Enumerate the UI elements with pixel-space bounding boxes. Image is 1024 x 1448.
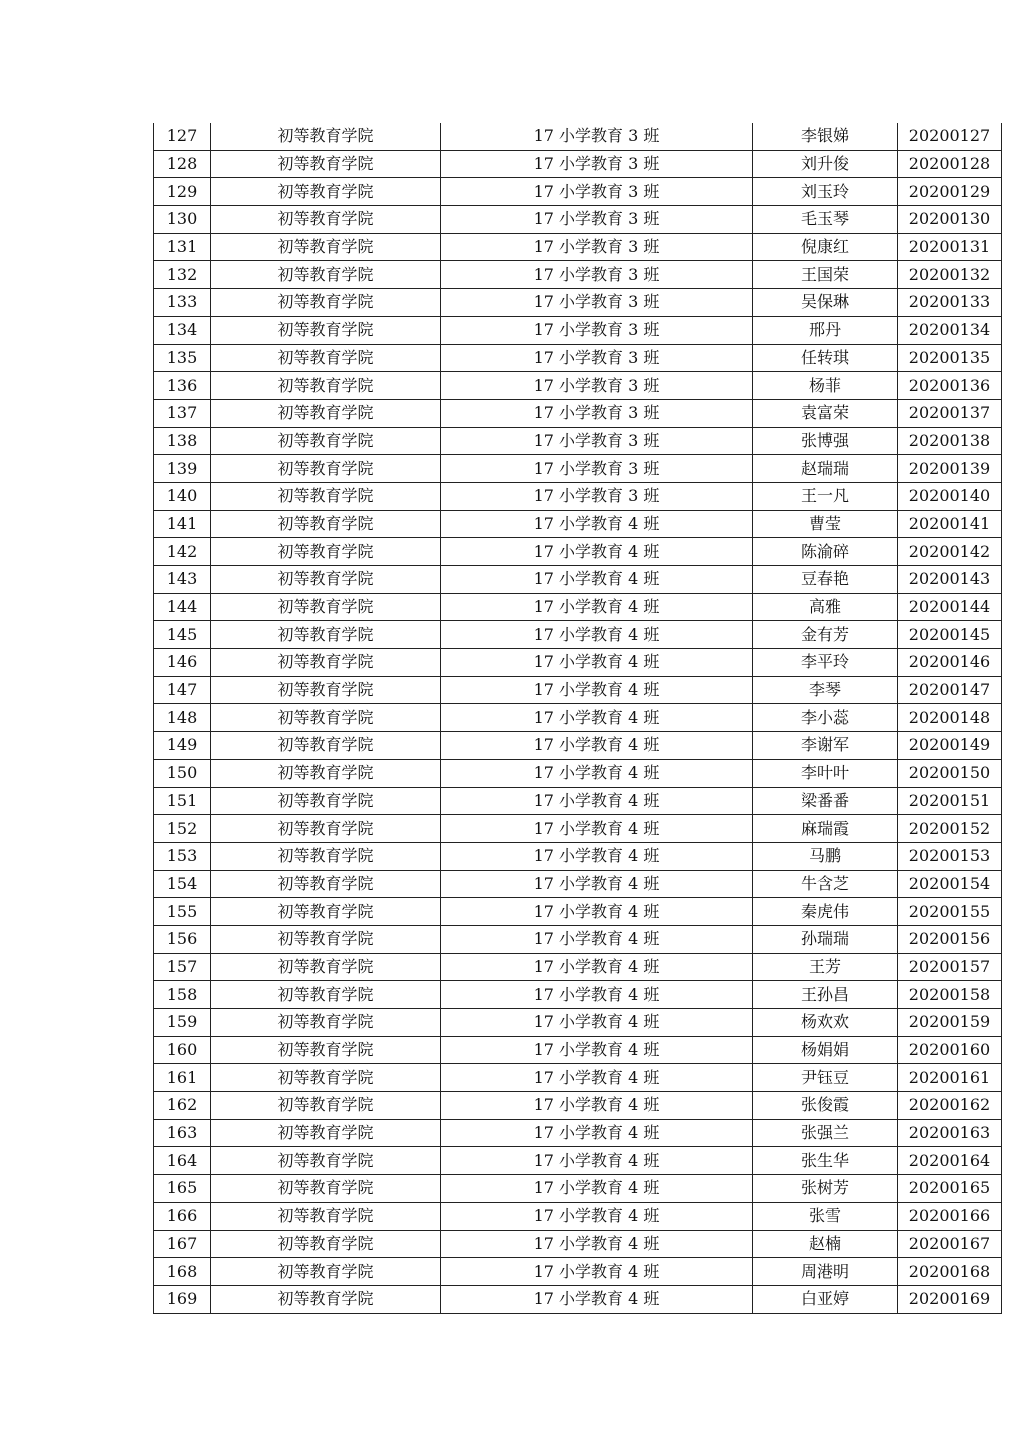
- class-cell: 17 小学教育 4 班: [441, 732, 753, 760]
- class-cell: 17 小学教育 4 班: [441, 1175, 753, 1203]
- row-number-cell: 151: [154, 787, 211, 815]
- row-number-cell: 145: [154, 621, 211, 649]
- table-row: [154, 1092, 1002, 1120]
- student-name-cell: 周港明: [753, 1258, 898, 1286]
- class-cell: 17 小学教育 4 班: [441, 704, 753, 732]
- student-name-cell: 毛玉琴: [753, 206, 898, 234]
- class-cell: 17 小学教育 4 班: [441, 815, 753, 843]
- college-cell: 初等教育学院: [211, 787, 441, 815]
- college-cell: 初等教育学院: [211, 1009, 441, 1037]
- student-name-cell: 豆春艳: [753, 566, 898, 594]
- college-cell: 初等教育学院: [211, 1036, 441, 1064]
- college-cell: 初等教育学院: [211, 150, 441, 178]
- student-name-cell: 李银娣: [753, 123, 898, 150]
- college-cell: 初等教育学院: [211, 372, 441, 400]
- student-name-cell: 邢丹: [753, 316, 898, 344]
- college-cell: 初等教育学院: [211, 1285, 441, 1313]
- student-name-cell: 倪康红: [753, 233, 898, 261]
- college-cell: 初等教育学院: [211, 1064, 441, 1092]
- student-name-cell: 秦虎伟: [753, 898, 898, 926]
- college-cell: 初等教育学院: [211, 344, 441, 372]
- student-id-cell: 20200139: [898, 455, 1002, 483]
- college-cell: 初等教育学院: [211, 732, 441, 760]
- table-row: [154, 676, 1002, 704]
- class-cell: 17 小学教育 3 班: [441, 316, 753, 344]
- student-id-cell: 20200134: [898, 316, 1002, 344]
- college-cell: 初等教育学院: [211, 759, 441, 787]
- table-row: [154, 123, 1002, 150]
- row-number-cell: 154: [154, 870, 211, 898]
- student-id-cell: 20200164: [898, 1147, 1002, 1175]
- class-cell: 17 小学教育 3 班: [441, 178, 753, 206]
- student-roster-table: [153, 123, 1002, 1314]
- student-name-cell: 王芳: [753, 953, 898, 981]
- table-row: [154, 732, 1002, 760]
- student-name-cell: 孙瑞瑞: [753, 925, 898, 953]
- row-number-cell: 163: [154, 1119, 211, 1147]
- college-cell: 初等教育学院: [211, 1092, 441, 1120]
- table-row: [154, 261, 1002, 289]
- student-name-cell: 李叶叶: [753, 759, 898, 787]
- table-row: [154, 953, 1002, 981]
- student-id-cell: 20200138: [898, 427, 1002, 455]
- student-name-cell: 赵瑞瑞: [753, 455, 898, 483]
- college-cell: 初等教育学院: [211, 676, 441, 704]
- table-row: [154, 787, 1002, 815]
- college-cell: 初等教育学院: [211, 233, 441, 261]
- student-name-cell: 白亚婷: [753, 1285, 898, 1313]
- row-number-cell: 157: [154, 953, 211, 981]
- class-cell: 17 小学教育 4 班: [441, 1202, 753, 1230]
- student-name-cell: 王孙昌: [753, 981, 898, 1009]
- table-row: [154, 593, 1002, 621]
- class-cell: 17 小学教育 4 班: [441, 510, 753, 538]
- row-number-cell: 146: [154, 649, 211, 677]
- college-cell: 初等教育学院: [211, 1147, 441, 1175]
- table-row: [154, 316, 1002, 344]
- student-id-cell: 20200127: [898, 123, 1002, 150]
- student-name-cell: 王国荣: [753, 261, 898, 289]
- class-cell: 17 小学教育 4 班: [441, 1230, 753, 1258]
- student-id-cell: 20200152: [898, 815, 1002, 843]
- class-cell: 17 小学教育 4 班: [441, 870, 753, 898]
- college-cell: 初等教育学院: [211, 178, 441, 206]
- student-id-cell: 20200148: [898, 704, 1002, 732]
- student-name-cell: 李小蕊: [753, 704, 898, 732]
- table-row: [154, 178, 1002, 206]
- table-row: [154, 566, 1002, 594]
- table-row: [154, 427, 1002, 455]
- student-name-cell: 杨娟娟: [753, 1036, 898, 1064]
- row-number-cell: 160: [154, 1036, 211, 1064]
- row-number-cell: 132: [154, 261, 211, 289]
- class-cell: 17 小学教育 4 班: [441, 621, 753, 649]
- row-number-cell: 155: [154, 898, 211, 926]
- class-cell: 17 小学教育 3 班: [441, 372, 753, 400]
- college-cell: 初等教育学院: [211, 1175, 441, 1203]
- student-name-cell: 袁富荣: [753, 399, 898, 427]
- class-cell: 17 小学教育 4 班: [441, 1258, 753, 1286]
- student-id-cell: 20200137: [898, 399, 1002, 427]
- student-name-cell: 张雪: [753, 1202, 898, 1230]
- student-name-cell: 王一凡: [753, 482, 898, 510]
- table-row: [154, 621, 1002, 649]
- student-name-cell: 张树芳: [753, 1175, 898, 1203]
- college-cell: 初等教育学院: [211, 925, 441, 953]
- student-id-cell: 20200163: [898, 1119, 1002, 1147]
- table-row: [154, 399, 1002, 427]
- student-id-cell: 20200165: [898, 1175, 1002, 1203]
- student-name-cell: 吴保琳: [753, 289, 898, 317]
- college-cell: 初等教育学院: [211, 1119, 441, 1147]
- row-number-cell: 144: [154, 593, 211, 621]
- student-name-cell: 刘升俊: [753, 150, 898, 178]
- row-number-cell: 161: [154, 1064, 211, 1092]
- class-cell: 17 小学教育 4 班: [441, 1147, 753, 1175]
- class-cell: 17 小学教育 4 班: [441, 593, 753, 621]
- class-cell: 17 小学教育 4 班: [441, 981, 753, 1009]
- class-cell: 17 小学教育 4 班: [441, 1119, 753, 1147]
- row-number-cell: 152: [154, 815, 211, 843]
- student-id-cell: 20200133: [898, 289, 1002, 317]
- student-name-cell: 张生华: [753, 1147, 898, 1175]
- row-number-cell: 139: [154, 455, 211, 483]
- row-number-cell: 142: [154, 538, 211, 566]
- row-number-cell: 159: [154, 1009, 211, 1037]
- class-cell: 17 小学教育 3 班: [441, 482, 753, 510]
- row-number-cell: 158: [154, 981, 211, 1009]
- table-row: [154, 925, 1002, 953]
- row-number-cell: 141: [154, 510, 211, 538]
- table-row: [154, 372, 1002, 400]
- class-cell: 17 小学教育 3 班: [441, 233, 753, 261]
- table-row: [154, 538, 1002, 566]
- row-number-cell: 147: [154, 676, 211, 704]
- row-number-cell: 168: [154, 1258, 211, 1286]
- student-id-cell: 20200156: [898, 925, 1002, 953]
- student-name-cell: 任转琪: [753, 344, 898, 372]
- college-cell: 初等教育学院: [211, 593, 441, 621]
- student-id-cell: 20200162: [898, 1092, 1002, 1120]
- college-cell: 初等教育学院: [211, 538, 441, 566]
- table-row: [154, 1119, 1002, 1147]
- student-id-cell: 20200144: [898, 593, 1002, 621]
- college-cell: 初等教育学院: [211, 842, 441, 870]
- student-id-cell: 20200131: [898, 233, 1002, 261]
- row-number-cell: 153: [154, 842, 211, 870]
- table-row: [154, 815, 1002, 843]
- student-name-cell: 张强兰: [753, 1119, 898, 1147]
- row-number-cell: 143: [154, 566, 211, 594]
- student-name-cell: 尹钰豆: [753, 1064, 898, 1092]
- row-number-cell: 169: [154, 1285, 211, 1313]
- student-name-cell: 麻瑞霞: [753, 815, 898, 843]
- table-row: [154, 1230, 1002, 1258]
- college-cell: 初等教育学院: [211, 123, 441, 150]
- student-name-cell: 梁番番: [753, 787, 898, 815]
- table-row: [154, 842, 1002, 870]
- college-cell: 初等教育学院: [211, 261, 441, 289]
- class-cell: 17 小学教育 4 班: [441, 538, 753, 566]
- class-cell: 17 小学教育 4 班: [441, 1036, 753, 1064]
- student-name-cell: 赵楠: [753, 1230, 898, 1258]
- student-name-cell: 杨欢欢: [753, 1009, 898, 1037]
- student-name-cell: 杨菲: [753, 372, 898, 400]
- student-id-cell: 20200149: [898, 732, 1002, 760]
- class-cell: 17 小学教育 3 班: [441, 289, 753, 317]
- table-row: [154, 704, 1002, 732]
- class-cell: 17 小学教育 3 班: [441, 344, 753, 372]
- row-number-cell: 165: [154, 1175, 211, 1203]
- class-cell: 17 小学教育 4 班: [441, 787, 753, 815]
- student-id-cell: 20200145: [898, 621, 1002, 649]
- class-cell: 17 小学教育 4 班: [441, 842, 753, 870]
- student-name-cell: 马鹏: [753, 842, 898, 870]
- table-row: [154, 510, 1002, 538]
- table-row: [154, 233, 1002, 261]
- student-id-cell: 20200168: [898, 1258, 1002, 1286]
- college-cell: 初等教育学院: [211, 649, 441, 677]
- student-id-cell: 20200154: [898, 870, 1002, 898]
- table-row: [154, 455, 1002, 483]
- table-row: [154, 1175, 1002, 1203]
- class-cell: 17 小学教育 4 班: [441, 925, 753, 953]
- table-row: [154, 1202, 1002, 1230]
- table-row: [154, 870, 1002, 898]
- student-name-cell: 金有芳: [753, 621, 898, 649]
- student-id-cell: 20200151: [898, 787, 1002, 815]
- student-name-cell: 李平玲: [753, 649, 898, 677]
- table-row: [154, 1009, 1002, 1037]
- student-id-cell: 20200143: [898, 566, 1002, 594]
- row-number-cell: 156: [154, 925, 211, 953]
- student-name-cell: 张俊霞: [753, 1092, 898, 1120]
- class-cell: 17 小学教育 3 班: [441, 123, 753, 150]
- class-cell: 17 小学教育 4 班: [441, 759, 753, 787]
- row-number-cell: 167: [154, 1230, 211, 1258]
- student-id-cell: 20200136: [898, 372, 1002, 400]
- class-cell: 17 小学教育 3 班: [441, 206, 753, 234]
- table-row: [154, 649, 1002, 677]
- row-number-cell: 134: [154, 316, 211, 344]
- row-number-cell: 140: [154, 482, 211, 510]
- row-number-cell: 166: [154, 1202, 211, 1230]
- student-id-cell: 20200155: [898, 898, 1002, 926]
- class-cell: 17 小学教育 4 班: [441, 676, 753, 704]
- student-name-cell: 李谢军: [753, 732, 898, 760]
- student-name-cell: 陈渝碎: [753, 538, 898, 566]
- row-number-cell: 164: [154, 1147, 211, 1175]
- table-row: [154, 289, 1002, 317]
- table-row: [154, 1258, 1002, 1286]
- class-cell: 17 小学教育 4 班: [441, 953, 753, 981]
- student-id-cell: 20200147: [898, 676, 1002, 704]
- college-cell: 初等教育学院: [211, 427, 441, 455]
- class-cell: 17 小学教育 4 班: [441, 649, 753, 677]
- row-number-cell: 133: [154, 289, 211, 317]
- college-cell: 初等教育学院: [211, 815, 441, 843]
- class-cell: 17 小学教育 4 班: [441, 898, 753, 926]
- student-id-cell: 20200153: [898, 842, 1002, 870]
- row-number-cell: 137: [154, 399, 211, 427]
- college-cell: 初等教育学院: [211, 1202, 441, 1230]
- table-row: [154, 344, 1002, 372]
- roster-body: [154, 123, 1002, 1313]
- row-number-cell: 149: [154, 732, 211, 760]
- class-cell: 17 小学教育 4 班: [441, 1285, 753, 1313]
- college-cell: 初等教育学院: [211, 1258, 441, 1286]
- student-id-cell: 20200132: [898, 261, 1002, 289]
- table-row: [154, 1147, 1002, 1175]
- student-id-cell: 20200146: [898, 649, 1002, 677]
- class-cell: 17 小学教育 3 班: [441, 455, 753, 483]
- student-id-cell: 20200158: [898, 981, 1002, 1009]
- table-row: [154, 1285, 1002, 1313]
- college-cell: 初等教育学院: [211, 455, 441, 483]
- class-cell: 17 小学教育 3 班: [441, 261, 753, 289]
- college-cell: 初等教育学院: [211, 566, 441, 594]
- student-id-cell: 20200141: [898, 510, 1002, 538]
- college-cell: 初等教育学院: [211, 621, 441, 649]
- row-number-cell: 148: [154, 704, 211, 732]
- table-row: [154, 759, 1002, 787]
- row-number-cell: 127: [154, 123, 211, 150]
- college-cell: 初等教育学院: [211, 482, 441, 510]
- table-row: [154, 482, 1002, 510]
- college-cell: 初等教育学院: [211, 953, 441, 981]
- college-cell: 初等教育学院: [211, 316, 441, 344]
- college-cell: 初等教育学院: [211, 981, 441, 1009]
- class-cell: 17 小学教育 3 班: [441, 427, 753, 455]
- student-name-cell: 牛含芝: [753, 870, 898, 898]
- class-cell: 17 小学教育 4 班: [441, 1064, 753, 1092]
- class-cell: 17 小学教育 3 班: [441, 150, 753, 178]
- student-id-cell: 20200169: [898, 1285, 1002, 1313]
- student-id-cell: 20200160: [898, 1036, 1002, 1064]
- college-cell: 初等教育学院: [211, 898, 441, 926]
- table-row: [154, 898, 1002, 926]
- table-row: [154, 1064, 1002, 1092]
- student-name-cell: 曹莹: [753, 510, 898, 538]
- student-id-cell: 20200130: [898, 206, 1002, 234]
- student-name-cell: 李琴: [753, 676, 898, 704]
- student-name-cell: 张博强: [753, 427, 898, 455]
- row-number-cell: 129: [154, 178, 211, 206]
- student-id-cell: 20200167: [898, 1230, 1002, 1258]
- row-number-cell: 138: [154, 427, 211, 455]
- table-row: [154, 981, 1002, 1009]
- college-cell: 初等教育学院: [211, 1230, 441, 1258]
- college-cell: 初等教育学院: [211, 289, 441, 317]
- student-name-cell: 高雅: [753, 593, 898, 621]
- student-id-cell: 20200159: [898, 1009, 1002, 1037]
- student-id-cell: 20200142: [898, 538, 1002, 566]
- college-cell: 初等教育学院: [211, 399, 441, 427]
- student-id-cell: 20200128: [898, 150, 1002, 178]
- student-id-cell: 20200150: [898, 759, 1002, 787]
- class-cell: 17 小学教育 4 班: [441, 1009, 753, 1037]
- college-cell: 初等教育学院: [211, 704, 441, 732]
- student-id-cell: 20200157: [898, 953, 1002, 981]
- college-cell: 初等教育学院: [211, 870, 441, 898]
- row-number-cell: 162: [154, 1092, 211, 1120]
- row-number-cell: 128: [154, 150, 211, 178]
- table-row: [154, 150, 1002, 178]
- student-name-cell: 刘玉玲: [753, 178, 898, 206]
- table-row: [154, 206, 1002, 234]
- class-cell: 17 小学教育 4 班: [441, 566, 753, 594]
- row-number-cell: 150: [154, 759, 211, 787]
- row-number-cell: 131: [154, 233, 211, 261]
- row-number-cell: 130: [154, 206, 211, 234]
- student-id-cell: 20200166: [898, 1202, 1002, 1230]
- table-row: [154, 1036, 1002, 1064]
- class-cell: 17 小学教育 4 班: [441, 1092, 753, 1120]
- class-cell: 17 小学教育 3 班: [441, 399, 753, 427]
- student-id-cell: 20200135: [898, 344, 1002, 372]
- student-id-cell: 20200129: [898, 178, 1002, 206]
- row-number-cell: 135: [154, 344, 211, 372]
- student-id-cell: 20200161: [898, 1064, 1002, 1092]
- college-cell: 初等教育学院: [211, 510, 441, 538]
- student-id-cell: 20200140: [898, 482, 1002, 510]
- row-number-cell: 136: [154, 372, 211, 400]
- college-cell: 初等教育学院: [211, 206, 441, 234]
